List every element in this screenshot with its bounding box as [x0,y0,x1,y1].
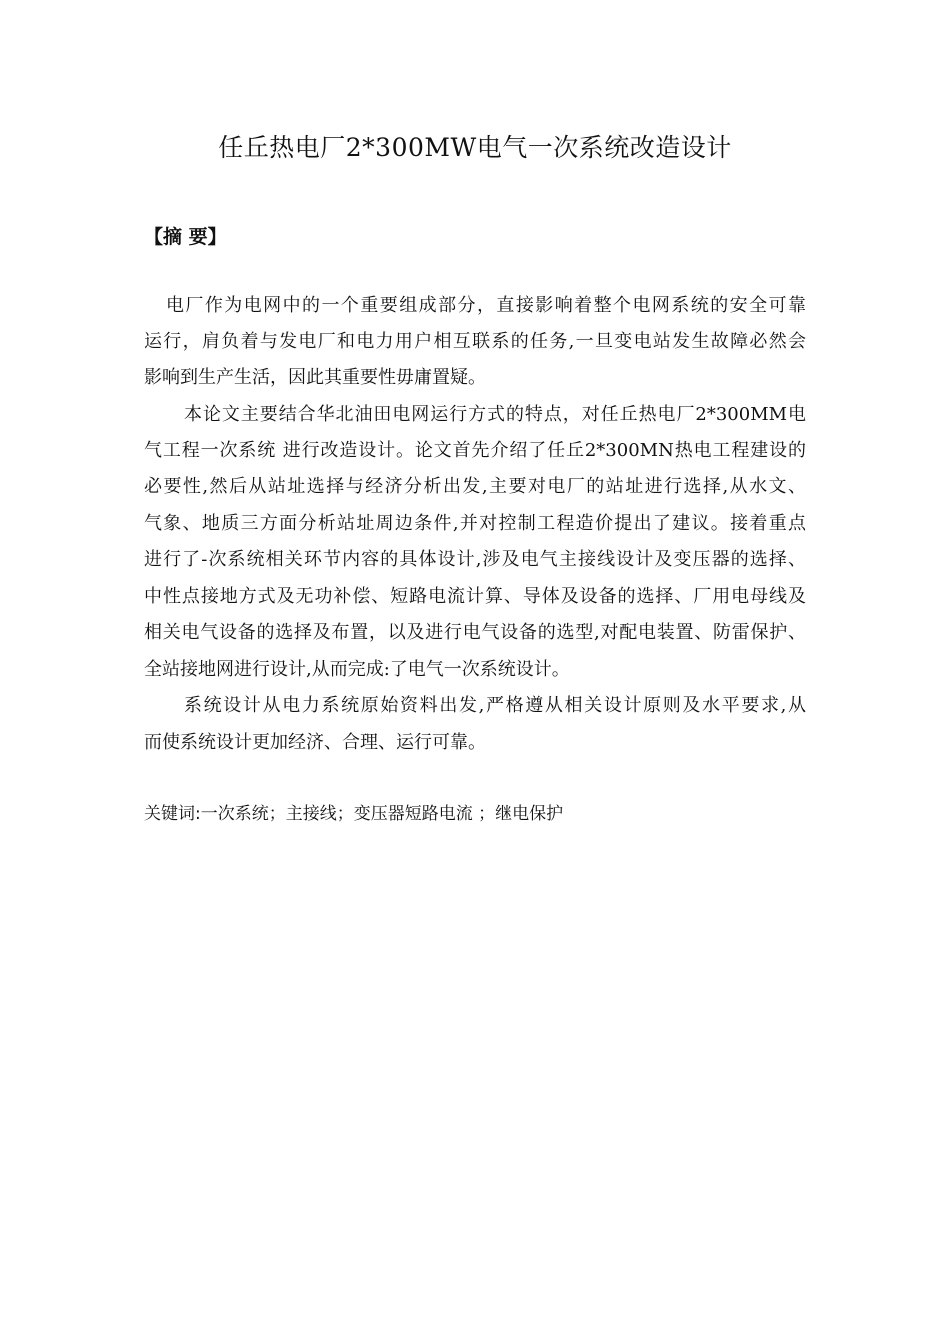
paragraph-2-line-3: 必要性,然后从站址选择与经济分析出发,主要对电厂的站址进行选择,从水文、 [144,476,806,497]
paragraph-2-line-4: 气象、地质三方面分析站址周边条件,并对控制工程造价提出了建议。接着重点 [144,513,806,534]
keywords-text: 一次系统；主接线；变压器短路电流 ；继电保护 [200,804,564,824]
document-title: 任丘热电厂2*300MW电气一次系统改造设计 [218,133,732,162]
paragraph-2-line-5: 进行了-次系统相关环节内容的具体设计,涉及电气主接线设计及变压器的选择、 [144,549,806,570]
paragraph-2-line-2: 气工程一次系统 进行改造设计。论文首先介绍了任丘2*300MN热电工程建设的 [144,440,806,461]
paragraph-2-line-1: 本论文主要结合华北油田电网运行方式的特点，对任丘热电厂2*300MM电 [184,404,806,425]
paragraph-1-line-2: 运行，肩负着与发电厂和电力用户相互联系的任务,一旦变电站发生故障必然会 [144,331,806,352]
paragraph-1-line-3: 影响到生产生活，因此其重要性毋庸置疑。 [144,367,486,388]
paragraph-1-line-1: 电厂作为电网中的一个重要组成部分，直接影响着整个电网系统的安全可靠 [166,295,806,316]
paragraph-2-line-6: 中性点接地方式及无功补偿、短路电流计算、导体及设备的选择、厂用电母线及 [144,586,806,607]
paragraph-3-line-2: 而使系统设计更加经济、合理、运行可靠。 [144,732,486,753]
paragraph-2-line-8: 全站接地网进行设计,从而完成:了电气一次系统设计。 [144,659,570,680]
paragraph-3-line-1: 系统设计从电力系统原始资料出发,严格遵从相关设计原则及水平要求,从 [184,695,806,716]
paragraph-2-line-7: 相关电气设备的选择及布置，以及进行电气设备的选型,对配电装置、防雷保护、 [144,622,806,643]
keywords [144,800,563,828]
keywords-label: 关键词: [144,804,201,824]
abstract-heading: 【摘 要】 [144,226,227,248]
